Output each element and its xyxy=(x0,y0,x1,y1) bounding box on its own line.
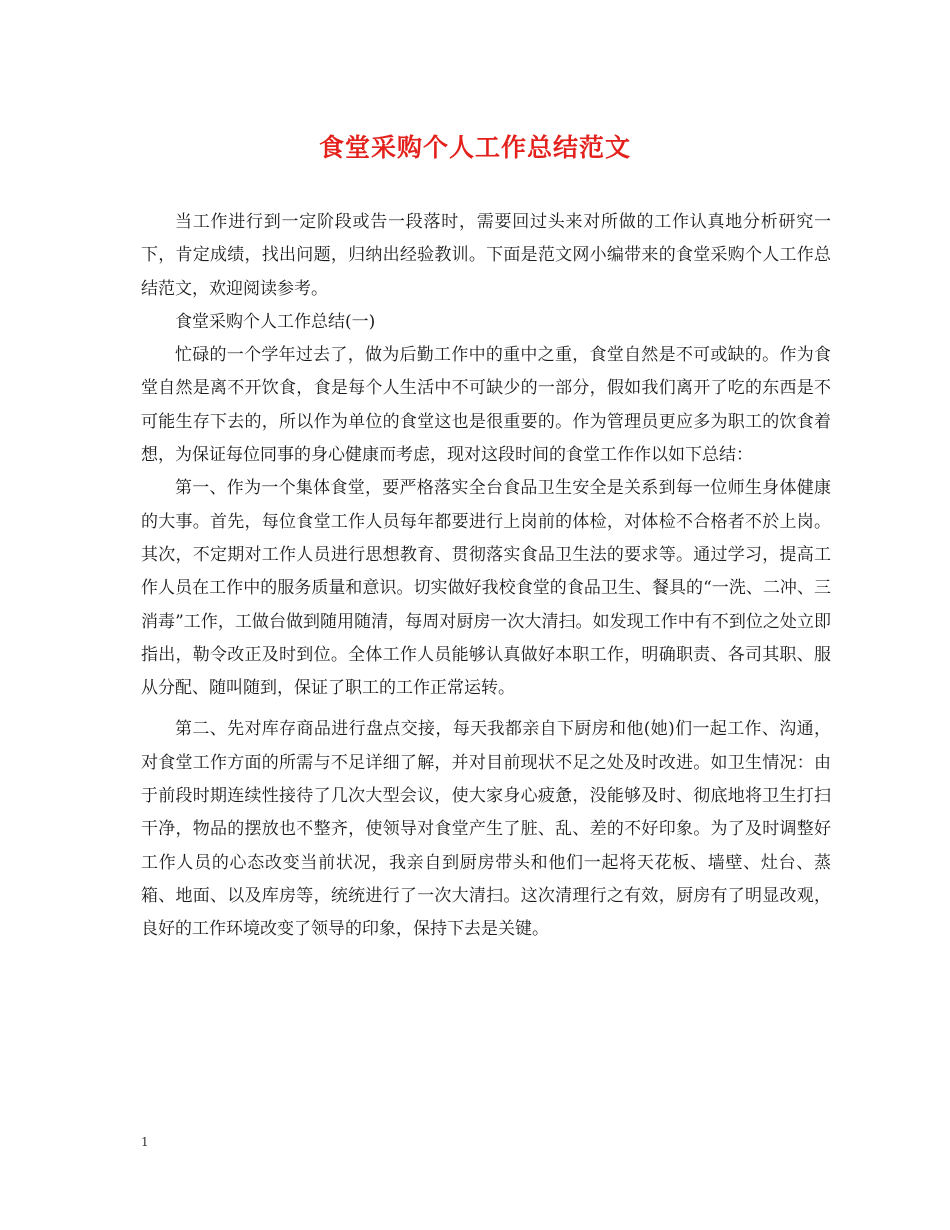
page-number: 1 xyxy=(141,1135,149,1149)
document-body xyxy=(141,206,831,947)
intro-paragraph: 当工作进行到一定阶段或告一段落时，需要回过头来对所做的工作认真地分析研究一下，肯定成绩，找出问题，归纳出经验教训。下面是范文网小编带来的食堂采购个人工作总结范文，欢迎阅读参考。 xyxy=(141,212,831,299)
section-heading: 食堂采购个人工作总结(一) xyxy=(175,311,376,332)
point-one-paragraph: 第一、作为一个集体食堂，要严格落实全台食品卫生安全是关系到每一位师生身体健康的大事。首先，每位食堂工作人员每年都要进行上岗前的体检，对体检不合格者不於上岗。其次，不定期对工作人员进行思想教育、贯彻落实食品卫生法的要求等。通过学习，提高工作人员在工作中的服务质量和意识。切实做好我校食堂的食品卫生、餐具的“一洗、二冲、三消毒”工作，工做台做到随用随清，每周对厨房一次大清扫。如发现工作中有不到位之处立即指出，勒令改正及时到位。全体工作人员能够认真做好本职工作，明确职责、各司其职、服从分配、随叫随到，保证了职工的工作正常运转。 xyxy=(141,478,831,699)
document-title: 食堂采购个人工作总结范文 xyxy=(318,133,631,162)
summary-paragraph: 忙碌的一个学年过去了，做为后勤工作中的重中之重，食堂自然是不可或缺的。作为食堂自然是离不开饮食，食是每个人生活中不可缺少的一部分，假如我们离开了吃的东西是不可能生存下去的，所以作为单位的食堂这也是很重要的。作为管理员更应多为职工的饮食着想，为保证每位同事的身心健康而考虑，现对这段时间的食堂工作作以如下总结： xyxy=(141,345,831,466)
point-two-paragraph: 第二、先对库存商品进行盘点交接，每天我都亲自下厨房和他(她)们一起工作、沟通，对食堂工作方面的所需与不足详细了解，并对目前现状不足之处及时改进。如卫生情况：由于前段时期连续性接待了几次大型会议，使大家身心疲惫，没能够及时、彻底地将卫生打扫干净，物品的摆放也不整齐，使领导对食堂产生了脏、乱、差的不好印象。为了及时调整好工作人员的心态改变当前状况，我亲自到厨房带头和他们一起将天花板、墙壁、灶台、蒸箱、地面、以及库房等，统统进行了一次大清扫。这次清理行之有效，厨房有了明显改观，良好的工作环境改变了领导的印象，保持下去是关键。 xyxy=(141,719,831,940)
